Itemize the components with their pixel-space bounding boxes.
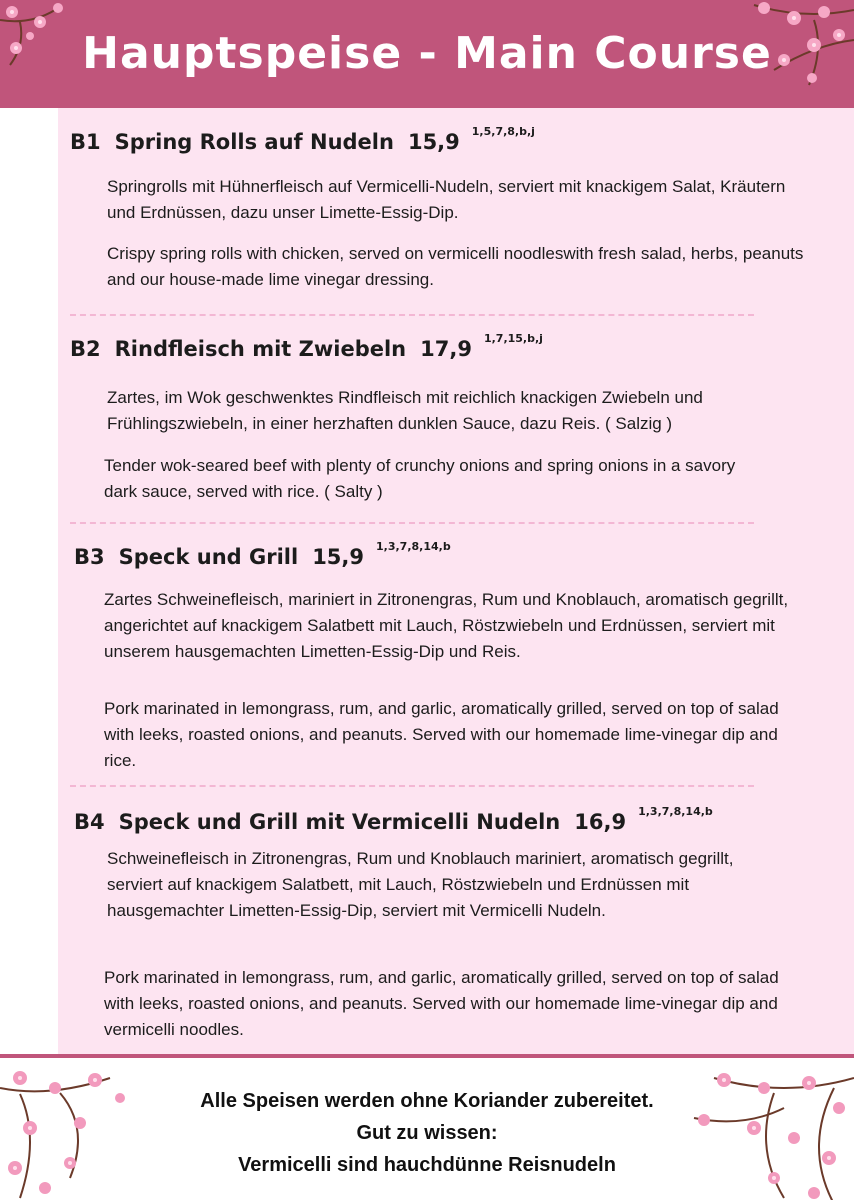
divider <box>70 522 754 524</box>
item-description-en: Crispy spring rolls with chicken, served on vermicelli noodleswith fresh salad, herbs, peanuts and our house-made lime vinegar dressing. <box>107 244 804 289</box>
item-price: 15,9 <box>407 130 460 154</box>
item-allergens: 1,7,15,b,j <box>483 332 543 345</box>
item-price: 15,9 <box>312 545 365 569</box>
item-name: Spring Rolls auf Nudeln <box>114 130 394 154</box>
item-allergens: 1,3,7,8,14,b <box>638 805 713 818</box>
divider <box>70 785 754 787</box>
footer-note-heading: Gut zu wissen: <box>356 1122 498 1144</box>
header-banner <box>0 0 854 108</box>
item-code: B4 <box>74 810 105 834</box>
item-name: Speck und Grill mit Vermicelli Nudeln <box>118 810 561 834</box>
item-description-de: Zartes Schweinefleisch, mariniert in Zitronengras, Rum und Knoblauch, aromatisch gegrillt, angerichtet auf knackigem Salatbett mit Lauch, Röstzwiebeln und Erdnüssen, serviert mit unserem hausgemachten Limetten-Essig-Dip und Reis. <box>104 590 789 661</box>
item-allergens: 1,5,7,8,b,j <box>471 125 535 138</box>
menu-item-title <box>70 332 543 361</box>
item-description-en: Tender wok-seared beef with plenty of crunchy onions and spring onions in a savory dark sauce, served with rice. ( Salty ) <box>104 456 736 501</box>
item-description-de: Springrolls mit Hühnerfleisch auf Vermicelli-Nudeln, serviert mit knackigem Salat, Kräutern und Erdnüssen, dazu unser Limette-Essig-Dip. <box>107 177 786 222</box>
item-description-en: Pork marinated in lemongrass, rum, and garlic, aromatically grilled, served on top of salad with leeks, roasted onions, and peanuts. Served with our homemade lime-vinegar dip and vermicelli noodles. <box>104 968 779 1039</box>
divider <box>70 314 754 316</box>
item-description-de: Schweinefleisch in Zitronengras, Rum und Knoblauch mariniert, aromatisch gegrillt, serviert auf knackigem Salatbett, mit Lauch, Röstzwiebeln und Erdnüssen mit hausgemachter Limetten-Essig-Dip, serviert mit Vermicelli Nudeln. <box>107 849 734 920</box>
left-margin <box>0 108 58 1054</box>
item-name: Speck und Grill <box>118 545 299 569</box>
menu-item-title <box>70 125 535 154</box>
item-code: B1 <box>70 130 101 154</box>
menu-item-title <box>74 805 713 834</box>
footer-note-coriander: Alle Speisen werden ohne Koriander zubereitet. <box>200 1090 654 1112</box>
menu-item-title <box>74 540 451 569</box>
item-description-de: Zartes, im Wok geschwenktes Rindfleisch mit reichlich knackigen Zwiebeln und Frühlingszwiebeln, in einer herzhaften dunklen Sauce, dazu Reis. ( Salzig ) <box>107 388 703 433</box>
footer-note-vermicelli: Vermicelli sind hauchdünne Reisnudeln <box>238 1154 616 1176</box>
item-code: B2 <box>70 337 101 361</box>
item-price: 17,9 <box>420 337 472 361</box>
page-title: Hauptspeise - Main Course <box>82 28 772 79</box>
item-code: B3 <box>74 545 105 569</box>
footer <box>0 1054 854 1200</box>
item-name: Rindfleisch mit Zwiebeln <box>114 337 407 361</box>
item-allergens: 1,3,7,8,14,b <box>376 540 451 553</box>
item-description-en: Pork marinated in lemongrass, rum, and garlic, aromatically grilled, served on top of salad with leeks, roasted onions, and peanuts. Served with our homemade lime-vinegar dip and rice. <box>104 699 779 770</box>
item-price: 16,9 <box>574 810 627 834</box>
